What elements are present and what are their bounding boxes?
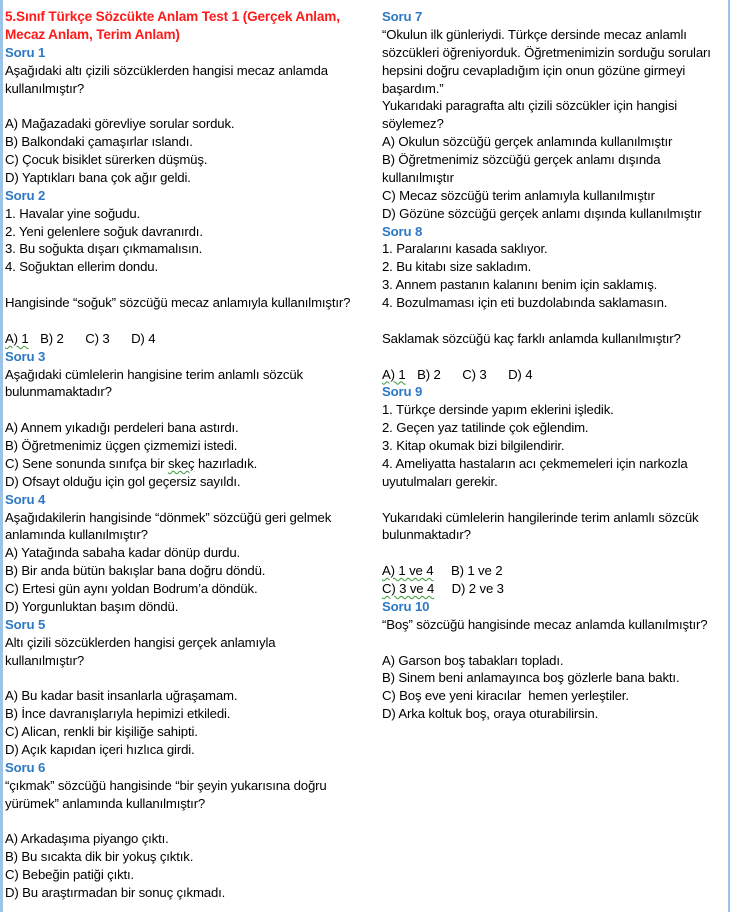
question-text: anlamında kullanılmıştır? bbox=[5, 527, 148, 543]
option-c: C) Boş eve yeni kiracılar hemen yerleştiler. bbox=[382, 688, 629, 704]
option-a: A) Annem yıkadığı perdeleri bana astırdı. bbox=[5, 420, 239, 436]
option-d: D) Yorgunluktan başım döndü. bbox=[5, 598, 179, 614]
spacer bbox=[5, 401, 375, 419]
option-a: A) Garson boş tabakları topladı. bbox=[382, 652, 564, 668]
option-a: A) 1 bbox=[5, 330, 29, 346]
test-title: 5.Sınıf Türkçe Sözcükte Anlam Test 1 (Gerçek Anlam, bbox=[5, 9, 340, 24]
question-9 bbox=[382, 383, 728, 598]
question-text: hepsini doğru cevapladığım için onun gözüne girmeyi bbox=[382, 62, 686, 78]
question-label: Soru 3 bbox=[5, 348, 46, 364]
question-text: Altı çizili sözcüklerden hangisi gerçek anlamıyla bbox=[5, 634, 276, 650]
left-column bbox=[5, 8, 375, 902]
statement-item: 3. Bu soğukta dışarı çıkmamalısın. bbox=[5, 241, 203, 257]
option-d: D) Bu araştırmadan bir sonuç çıkmadı. bbox=[5, 884, 226, 900]
question-label: Soru 8 bbox=[382, 223, 423, 239]
option-b-continued: kullanılmıştır bbox=[382, 169, 454, 185]
spacer bbox=[382, 544, 728, 562]
question-text: “çıkmak” sözcüğü hangisinde “bir şeyin yukarısına doğru bbox=[5, 777, 327, 793]
option-b: B) Balkondaki çamaşırlar ıslandı. bbox=[5, 134, 193, 150]
question-text: söylemez? bbox=[382, 116, 444, 132]
option-a: A) Bu kadar basit insanlarla uğraşamam. bbox=[5, 688, 238, 704]
option-d: D) Arka koltuk boş, oraya oturabilirsin. bbox=[382, 706, 599, 722]
spacer bbox=[382, 312, 728, 330]
test-title-line-2: Mecaz Anlam, Terim Anlam) bbox=[5, 26, 180, 42]
question-text: bulunmamaktadır? bbox=[5, 384, 112, 400]
question-text: bulunmaktadır? bbox=[382, 527, 471, 543]
question-text: yürümek” anlamında kullanılmıştır? bbox=[5, 795, 206, 811]
spacer bbox=[382, 491, 728, 509]
question-text: kullanılmıştır? bbox=[5, 80, 85, 96]
question-2 bbox=[5, 187, 375, 348]
page-border-left bbox=[0, 0, 3, 912]
statement-item: 2. Geçen yaz tatilinde çok eğlendim. bbox=[382, 420, 589, 436]
question-label: Soru 7 bbox=[382, 9, 423, 24]
question-text: kullanılmıştır? bbox=[5, 652, 85, 668]
option-a: A) Mağazadaki görevliye sorular sorduk. bbox=[5, 116, 235, 132]
question-label: Soru 6 bbox=[5, 759, 46, 775]
option-c bbox=[5, 455, 375, 473]
option-a: A) Okulun sözcüğü gerçek anlamında kullanılmıştır bbox=[382, 134, 673, 150]
question-label: Soru 10 bbox=[382, 598, 430, 614]
option-b: B) 1 ve 2 bbox=[450, 563, 503, 579]
option-b: B) 2 bbox=[40, 330, 64, 346]
question-label: Soru 4 bbox=[5, 491, 46, 507]
option-d: D) Gözüne sözcüğü gerçek anlamı dışında kullanılmıştır bbox=[382, 205, 702, 221]
option-c: C) Ertesi gün aynı yoldan Bodrum’a döndük. bbox=[5, 581, 258, 596]
option-a: A) 1 ve 4 bbox=[382, 563, 434, 579]
statement-item: 3. Kitap okumak bizi bilgilendirir. bbox=[382, 438, 565, 453]
question-text: “Okulun ilk günleriydi. Türkçe dersinde mecaz anlamlı bbox=[382, 26, 687, 42]
statement-item: 4. Bozulmaması için eti buzdolabında saklamasın. bbox=[382, 295, 668, 310]
right-column bbox=[382, 8, 728, 723]
option-d: D) 4 bbox=[508, 366, 533, 382]
question-6 bbox=[5, 759, 375, 902]
option-b: B) Bir anda bütün bakışlar bana doğru döndü. bbox=[5, 563, 266, 579]
question-text: “Boş” sözcüğü hangisinde mecaz anlamda kullanılmıştır? bbox=[382, 616, 708, 632]
spacer bbox=[5, 97, 375, 115]
question-8 bbox=[382, 223, 728, 384]
spellcheck-marked-word: skeç bbox=[167, 455, 195, 471]
option-d: D) 4 bbox=[131, 330, 156, 346]
option-b: B) Öğretmenimiz sözcüğü gerçek anlamı dışında bbox=[382, 152, 661, 167]
option-c-tail: hazırladık. bbox=[194, 455, 258, 471]
statement-item: 1. Havalar yine soğudu. bbox=[5, 205, 141, 221]
question-7 bbox=[382, 8, 728, 223]
option-a: A) Yatağında sabaha kadar dönüp durdu. bbox=[5, 545, 241, 561]
question-4 bbox=[5, 491, 375, 616]
option-c: C) Mecaz sözcüğü terim anlamıyla kullanılmıştır bbox=[382, 187, 655, 203]
options-row bbox=[382, 580, 728, 598]
option-d: D) Yaptıkları bana çok ağır geldi. bbox=[5, 169, 191, 185]
question-5 bbox=[5, 616, 375, 759]
option-b: B) Sinem beni anlamayınca boş gözlerle bana baktı. bbox=[382, 670, 680, 686]
options-row bbox=[5, 330, 375, 348]
option-c-text: C) Sene sonunda sınıfça bir bbox=[5, 455, 168, 471]
statement-item: 4. Ameliyatta hastaların acı çekmemeleri için narkozla bbox=[382, 455, 688, 471]
question-3 bbox=[5, 348, 375, 491]
question-text: Aşağıdakilerin hangisinde “dönmek” sözcüğü geri gelmek bbox=[5, 509, 332, 525]
statement-item: 2. Bu kitabı size sakladım. bbox=[382, 259, 532, 275]
option-c: C) 3 ve 4 bbox=[382, 581, 435, 596]
question-text: başardım.” bbox=[382, 80, 444, 96]
options-row bbox=[382, 366, 728, 384]
option-d: D) Açık kapıdan içeri hızlıca girdi. bbox=[5, 741, 195, 757]
option-a: A) Arkadaşıma piyango çıktı. bbox=[5, 831, 169, 847]
question-label: Soru 1 bbox=[5, 44, 46, 60]
statement-item: 1. Paralarını kasada saklıyor. bbox=[382, 241, 548, 257]
question-label: Soru 9 bbox=[382, 384, 423, 400]
question-text: Yukarıdaki paragrafta altı çizili sözcükler için hangisi bbox=[382, 98, 678, 114]
question-text: Aşağıdaki cümlelerin hangisine terim anlamlı sözcük bbox=[5, 366, 304, 382]
option-c: C) Alican, renkli bir kişiliğe sahipti. bbox=[5, 724, 198, 739]
option-a: A) 1 bbox=[382, 366, 406, 382]
spacer bbox=[5, 812, 375, 830]
question-text: Yukarıdaki cümlelerin hangilerinde terim anlamlı sözcük bbox=[382, 509, 699, 525]
statement-item-continued: uyutulmaları gerekir. bbox=[382, 473, 498, 489]
option-b: B) Öğretmenimiz üçgen çizmemizi istedi. bbox=[5, 438, 238, 453]
question-label: Soru 2 bbox=[5, 187, 46, 203]
statement-item: 1. Türkçe dersinde yapım eklerini işledik. bbox=[382, 402, 614, 418]
option-d: D) 2 ve 3 bbox=[451, 581, 504, 596]
statement-item: 4. Soğuktan ellerim dondu. bbox=[5, 259, 158, 275]
statement-item: 2. Yeni gelenlere soğuk davranırdı. bbox=[5, 223, 203, 239]
option-c: C) Çocuk bisiklet sürerken düşmüş. bbox=[5, 152, 208, 167]
option-b: B) İnce davranışlarıyla hepimizi etkiledi. bbox=[5, 706, 231, 722]
spacer bbox=[5, 312, 375, 330]
question-label: Soru 5 bbox=[5, 616, 46, 632]
question-text: Saklamak sözcüğü kaç farklı anlamda kullanılmıştır? bbox=[382, 330, 681, 346]
option-c: C) Bebeğin patiği çıktı. bbox=[5, 867, 135, 882]
options-row bbox=[382, 562, 728, 580]
spacer bbox=[5, 669, 375, 687]
question-1 bbox=[5, 44, 375, 187]
question-text: Aşağıdaki altı çizili sözcüklerden hangisi mecaz anlamda bbox=[5, 62, 328, 78]
option-d: D) Ofsayt olduğu için gol geçersiz sayıldı. bbox=[5, 473, 241, 489]
spacer bbox=[382, 348, 728, 366]
spacer bbox=[5, 276, 375, 294]
statement-item: 3. Annem pastanın kalanını benim için saklamış. bbox=[382, 277, 658, 293]
option-c: C) 3 bbox=[462, 366, 487, 382]
question-text: Hangisinde “soğuk” sözcüğü mecaz anlamıyla kullanılmıştır? bbox=[5, 295, 351, 310]
question-text: sözcükleri öğreniyorduk. Öğretmenimizin sorduğu soruları bbox=[382, 44, 711, 60]
question-10 bbox=[382, 598, 728, 723]
spacer bbox=[382, 634, 728, 652]
option-b: B) 2 bbox=[417, 366, 441, 382]
option-c: C) 3 bbox=[85, 330, 110, 346]
option-b: B) Bu sıcakta dik bir yokuş çıktık. bbox=[5, 849, 194, 865]
